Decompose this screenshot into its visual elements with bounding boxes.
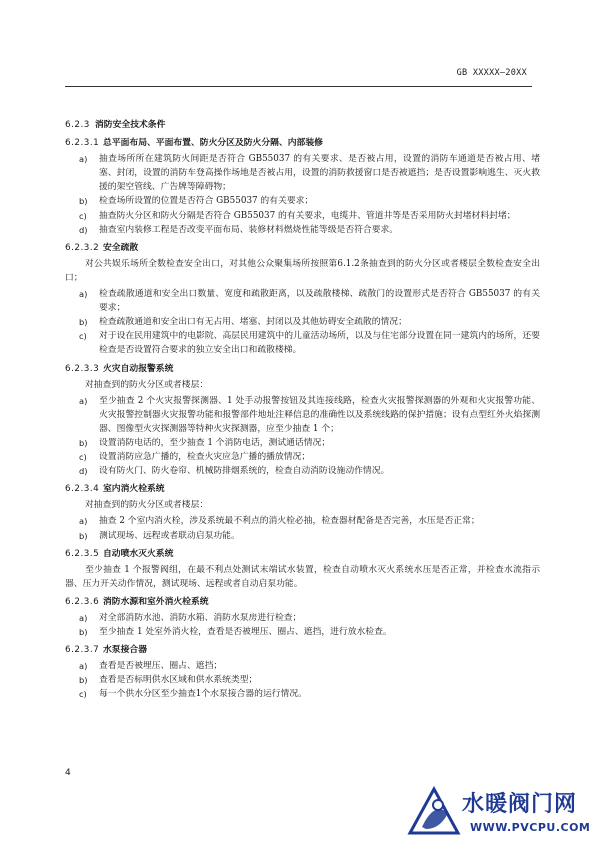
subsection-list [65, 136, 540, 701]
list-item-text: 设置消防应急广播的，检查火灾应急广播的播放情况； [99, 452, 311, 463]
section-number: 6.2.3 [65, 120, 90, 130]
list-marker: a) [79, 289, 88, 300]
list-item [65, 450, 540, 464]
list-item-text: 每一个供水分区至少抽查1个水泵接合器的运行情况。 [99, 689, 307, 700]
list-item [65, 625, 540, 639]
list-item [65, 464, 540, 478]
list-marker: d) [79, 224, 88, 235]
subsection-title: 总平面布局、平面布置、防火分区及防火分隔、内部装修 [103, 138, 323, 149]
list-item-text: 测试现场、远程或者联动启泵功能。 [99, 530, 240, 541]
subsection-number: 6.2.3.6 [65, 596, 100, 607]
watermark [404, 783, 594, 841]
standard-code: GB XXXXX—20XX [456, 68, 527, 78]
watermark-title: 水暖阀门网 [462, 792, 578, 817]
watermark-url: WWW.PVCPU.COM [470, 821, 591, 834]
subsection-number: 6.2.3.3 [65, 363, 100, 374]
subsection-number: 6.2.3.2 [65, 242, 100, 253]
subsection-intro: 至少抽查 1 个报警阀组，在最不利点处测试末端试水装置，检查自动喷水灭火系统水压是否正常，并检查水流指示器、压力开关动作情况，测试现场、远程或者自动启泵功能。 [65, 564, 540, 589]
list-marker: c) [79, 689, 87, 700]
section-heading [65, 118, 540, 132]
subsection-heading [65, 595, 540, 609]
list-item [65, 611, 540, 625]
list-marker: b) [79, 317, 88, 328]
list-item-text: 抽查 2 个室内消火栓，涉及系统最不利点的消火栓必抽，检查器材配备是否完善，水压是否正常； [99, 516, 480, 527]
list-marker: b) [79, 530, 88, 541]
list-item [65, 287, 540, 315]
subsection-number: 6.2.3.5 [65, 548, 100, 559]
list-item-text: 对全部消防水池、消防水箱、消防水泵房进行检查； [99, 613, 302, 623]
list-marker: a) [79, 613, 88, 623]
list-marker: b) [79, 627, 88, 638]
subsection-title: 火灾自动报警系统 [103, 363, 174, 374]
subsection-title: 安全疏散 [103, 242, 139, 253]
list-item-text: 至少抽查 2 个火灾报警探测器、1 处手动报警按钮及其连接线路，检查火灾报警探测器的外观和火灾报警功能、火灾报警控制器火灾报警功能和报警部件地址注释信息的准确性以及系统线路的保护措施；设有点型红外火焰探测器、图像型火灾探测器等特种火灾探测器，应至少抽查 1 个； [99, 395, 540, 434]
list-marker: a) [79, 154, 88, 165]
subsection-number: 6.2.3.4 [65, 484, 100, 495]
list-item [65, 194, 540, 208]
list-item [65, 529, 540, 543]
page-number: 4 [65, 768, 71, 778]
list-item-text: 设置消防电话的，至少抽查 1 个消防电话，测试通话情况； [99, 437, 331, 448]
list-item [65, 514, 540, 528]
subsection-heading [65, 362, 540, 376]
list-marker: b) [79, 196, 88, 207]
list-item [65, 687, 540, 701]
list-marker: b) [79, 675, 88, 686]
list-item [65, 152, 540, 194]
list-item-text: 抽查场所所在建筑防火间距是否符合 GB55037 的有关要求、是否被占用，设置的消防车通道是否被占用、堵塞、封闭，设置的消防车登高操作场地是否被占用，设置的消防救援窗口是否被遮挡；是否设置影响逃生、灭火救援的架空管线、广告牌等障碍物； [99, 154, 540, 193]
list-item [65, 659, 540, 673]
list-item [65, 436, 540, 450]
list-marker: c) [79, 210, 87, 221]
list-item-text: 检查疏散通道和安全出口有无占用、堵塞、封闭以及其他妨碍安全疏散的情况； [99, 317, 407, 328]
list-marker: d) [79, 466, 88, 477]
list-marker: a) [79, 395, 88, 406]
list-marker: a) [79, 661, 88, 672]
subsection-intro: 对公共娱乐场所全数检查安全出口，对其他公众聚集场所按照第6.1.2条抽查到的防火分区或者楼层全数检查安全出口； [65, 258, 540, 283]
list-item [65, 329, 540, 357]
subsection-intro: 对抽查到的防火分区或者楼层： [85, 500, 209, 511]
list-item-text: 抽查防火分区和防火分隔是否符合 GB55037 的有关要求，电缆井、管道井等是否采用防火封堵材料封堵； [99, 210, 516, 221]
list-item-text: 查看是否被埋压、圈占、遮挡； [99, 661, 223, 672]
subsection-title: 自动喷水灭火系统 [103, 548, 174, 559]
subsection-title: 水泵接合器 [103, 645, 147, 656]
list-marker: c) [79, 331, 87, 342]
list-marker: b) [79, 437, 88, 448]
subsection-heading [65, 547, 540, 561]
subsection-heading [65, 136, 540, 150]
list-item-text: 设有防火门、防火卷帘、机械防排烟系统的，检查自动消防设施动作情况。 [99, 466, 390, 477]
list-item-text: 抽查室内装修工程是否改变平面布局、装修材料燃烧性能等级是否符合要求。 [99, 224, 399, 235]
list-item [65, 209, 540, 223]
list-item [65, 223, 540, 237]
list-item [65, 315, 540, 329]
section-title: 消防安全技术条件 [95, 120, 166, 130]
subsection-heading [65, 643, 540, 657]
list-item-text: 至少抽查 1 处室外消火栓，查看是否被埋压、圈占、遮挡，进行放水检查。 [99, 627, 392, 638]
list-item-text: 检查场所设置的位置是否符合 GB55037 的有关要求； [99, 196, 314, 207]
list-item-text: 查看是否标明供水区域和供水系统类型； [99, 675, 258, 686]
list-marker: a) [79, 516, 88, 527]
subsection-heading [65, 241, 540, 255]
list-item [65, 394, 540, 436]
list-item-text: 对于设在民用建筑中的电影院、高层民用建筑中的儿童活动场所，以及与住宅部分设置在同一建筑内的场所，还要检查是否设置符合要求的独立安全出口和疏散楼梯。 [99, 331, 540, 356]
subsection-title: 消防水源和室外消火栓系统 [103, 596, 209, 607]
subsection-heading [65, 482, 540, 496]
header-rule [65, 86, 532, 87]
subsection-intro: 对抽查到的防火分区或者楼层： [85, 379, 209, 390]
subsection-number: 6.2.3.1 [65, 138, 100, 149]
subsection-title: 室内消火栓系统 [103, 484, 165, 495]
document-body [65, 118, 540, 702]
subsection-number: 6.2.3.7 [65, 645, 100, 656]
list-item-text: 检查疏散通道和安全出口数量、宽度和疏散距离，以及疏散楼梯、疏散门的设置形式是否符合 GB55037 的有关要求； [99, 289, 540, 314]
watermark-logo-icon [404, 783, 464, 841]
list-marker: c) [79, 452, 87, 463]
list-item [65, 673, 540, 687]
